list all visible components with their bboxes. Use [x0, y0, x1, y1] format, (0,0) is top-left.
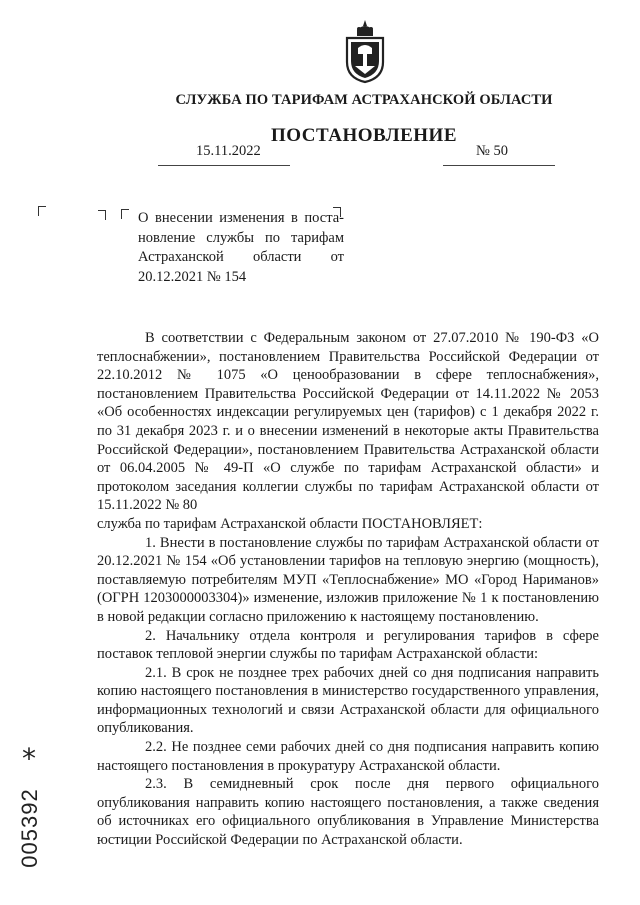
item-2-paragraph: 2. Начальнику отдела контроля и регулирования тарифов в сфере поставок тепловой энергии службы по тарифам Астраханской области: — [97, 627, 599, 663]
date-underline — [158, 165, 290, 166]
stamp-star: * — [22, 742, 36, 775]
corner-mark-subject-left-b — [121, 209, 129, 219]
serial-number: 005392 — [17, 788, 42, 868]
subject-line: О внесении изменения в поста- — [138, 210, 344, 226]
document-type-title: ПОСТАНОВЛЕНИЕ — [270, 125, 458, 146]
serial-stamp — [10, 752, 50, 868]
number-underline — [443, 165, 555, 166]
subject-line: Астраханской области от — [138, 249, 344, 265]
item-1-paragraph: 1. Внести в постановление службы по тарифам Астраханской области от 20.12.2021 № 154 «Об установлении тарифов на тепловую энергию (мощность), поставляемую потребителям МУП «Теплоснабжение» МО «Город Нариманов» (ОГРН 1203000003304)» изменение, изложив приложение № 1 к постановлению в новой редакции согласно приложению к настоящему постановлению. — [97, 534, 599, 625]
item-2-1-paragraph: 2.1. В срок не позднее трех рабочих дней со дня подписания направить копию настоящего постановления в министерство государственного управления, информационных технологий и связи Астраханской области для официального опубликования. — [97, 664, 599, 737]
subject-line: новление службы по тарифам — [138, 229, 344, 246]
document-number: № 50 — [476, 143, 508, 159]
document-body — [97, 329, 599, 850]
preamble-paragraph: В соответствии с Федеральным законом от 27.07.2010 № 190-ФЗ «О теплоснабжении», постановлением Правительства Российской Федерации от 22.10.2012 № 1075 «О ценообразовании в сфере теплоснабжения», постановлением Правительства Российской Федерации от 14.11.2022 № 2053 «Об особенностях индексации регулируемых цен (тарифов) с 1 декабря 2022 г. по 31 декабря 2023 г. и о внесении изменений в некоторые акты Правительства Российской Федерации», постановлением Правительства Астраханской области от 06.04.2005 № 49-П «О службе по тарифам Астраханской области» и протоколом заседания коллегии службы по тарифам Астраханской области от 15.11.2022 № 80 — [97, 330, 599, 514]
item-2-2-paragraph: 2.2. Не позднее семи рабочих дней со дня подписания направить копию настоящего постановления в прокуратуру Астраханской области. — [97, 739, 599, 774]
item-2-3-paragraph: 2.3. В семидневный срок после дня первого официального опубликования направить копию настоящего постановления, а также сведения об источниках его официального опубликования в Управление Министерства юстиции Российской Федерации по Астраханской области. — [97, 776, 599, 849]
corner-mark-left — [38, 206, 46, 216]
subject-line: 20.12.2021 № 154 — [138, 268, 247, 285]
corner-mark-subject-left-a — [98, 210, 106, 220]
organization-name: СЛУЖБА ПО ТАРИФАМ АСТРАХАНСКОЙ ОБЛАСТИ — [175, 92, 553, 108]
coat-of-arms-icon — [343, 18, 387, 84]
document-subject — [138, 209, 344, 287]
resolution-statement: служба по тарифам Астраханской области ПОСТАНОВЛЯЕТ: — [97, 515, 483, 532]
document-date: 15.11.2022 — [196, 143, 261, 159]
